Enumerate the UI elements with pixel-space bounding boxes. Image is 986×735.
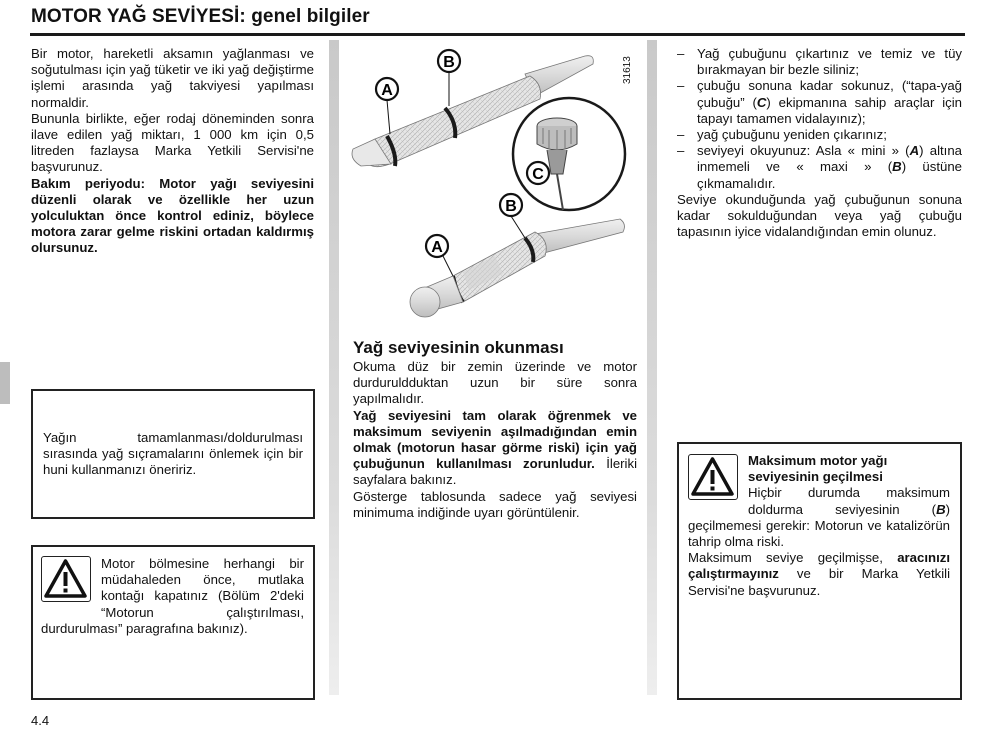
- page-edge-tab: [0, 362, 10, 404]
- max-level-warning-title: Maksimum motor yağı seviyesinin geçilmesi: [748, 453, 888, 485]
- ignition-warning-box: [31, 545, 315, 700]
- right-column: [677, 46, 962, 240]
- consumption-paragraph: Bununla birlikte, eğer rodaj döneminden sonra ilave edilen yağ miktarı, 1 000 km için 0,5 litreden fazlaysa Marka Yetkili Servisi'ne başvurunuz.: [31, 110, 314, 175]
- title-rule: [30, 33, 965, 36]
- label-c: [527, 162, 549, 184]
- label-a-lower: [426, 235, 453, 276]
- svg-text:B: B: [443, 54, 455, 71]
- svg-text:A: A: [381, 82, 393, 99]
- lower-dipstick: [410, 219, 624, 317]
- column-divider-right: [647, 40, 657, 695]
- page-number: 4.4: [31, 713, 50, 728]
- max-level-warning-content: [688, 453, 950, 599]
- label-b-upper: [438, 50, 460, 106]
- funnel-note-box: [31, 389, 315, 519]
- step-4: – seviyeyi okuyunuz: Asla « mini » (A) altına inmemeli ve « maxi » (B) üstüne çıkmamalıdır.: [677, 143, 962, 192]
- step-3: – yağ çubuğunu yeniden çıkarınız;: [677, 127, 962, 143]
- max-level-warning-line1: Hiçbir durumda maksimum doldurma seviyesinin (B) geçilmemesi gerekir: Motorun ve katalizörün tahrip olma riski.: [688, 485, 950, 550]
- reading-intro: Okuma düz bir zemin üzerinde ve motor durduruldduktan uzun bir süre sonra yapılmalıdır.: [353, 359, 637, 407]
- max-level-warning-box: [677, 442, 962, 700]
- reading-heading: Yağ seviyesinin okunması: [353, 338, 564, 357]
- svg-text:A: A: [431, 239, 443, 256]
- ignition-warning-text: Motor bölmesine herhangi bir müdahaleden önce, mutlaka kontağı kapatınız (Bölüm 2'deki “Motorun çalıştırılması, durdurulması” paragrafına bakınız).: [41, 556, 304, 636]
- max-level-warning-line2: Maksimum seviye geçilmişse, aracınızı çalıştırmayınız ve bir Marka Yetkili Servisi'ne başvurunuz.: [688, 550, 950, 598]
- column-divider-left: [329, 40, 339, 695]
- step-1: – Yağ çubuğunu çıkartınız ve temiz ve tüy bırakmayan bir bezle siliniz;: [677, 46, 962, 78]
- procedure-steps: [677, 46, 962, 192]
- left-column: [31, 46, 314, 257]
- dipstick-illustration: [345, 44, 640, 324]
- step-2: – çubuğu sonuna kadar sokunuz, (“tapa-yağ çubuğu” (C) ekipmanına sahip araçlar için tapayı tamamen vidalayınız);: [677, 78, 962, 127]
- check-paragraph: Seviye okunduğunda yağ çubuğunun sonuna kadar sokulduğundan veya yağ çubuğu tapasının iyice vidalandığından emin olunuz.: [677, 191, 962, 240]
- maintenance-paragraph: Bakım periyodu: Motor yağı seviyesini düzenli olarak ve özellikle her uzun yolculuktan önce kontrol ediniz, böylece motora zarar gelme riskini ortadan kaldırmış olursunuz.: [31, 175, 314, 256]
- funnel-note-text: Yağın tamamlanması/doldurulması sırasında yağ sıçramalarını önlemek için bir huni kullanmanızı öneririz.: [43, 430, 303, 478]
- label-a-upper: [376, 78, 398, 134]
- label-b-lower: [500, 194, 525, 238]
- reading-mandatory: Yağ seviyesini tam olarak öğrenmek ve maksimum seviyenin aşılmadığından emin olmak (motorun hasar görme riski) için yağ çubuğunun kullanılması zorunludur. İleriki sayfalara bakınız.: [353, 407, 638, 488]
- svg-text:C: C: [532, 166, 544, 183]
- dipstick-cap-detail: [513, 98, 625, 210]
- middle-column-text: [353, 359, 637, 521]
- figure-code: 31613: [622, 56, 633, 84]
- reading-dashboard-note: Gösterge tablosunda sadece yağ seviyesi minimuma indiğinde uyarı görüntülenir.: [353, 488, 637, 520]
- page-title: MOTOR YAĞ SEVİYESİ: genel bilgiler: [31, 6, 370, 27]
- svg-text:B: B: [505, 198, 517, 215]
- intro-paragraph: Bir motor, hareketli aksamın yağlanması ve soğutulması için yağ tüketir ve iki yağ değiştirme işlemi arasında yağ takviyesi yapılması normaldir.: [31, 46, 314, 110]
